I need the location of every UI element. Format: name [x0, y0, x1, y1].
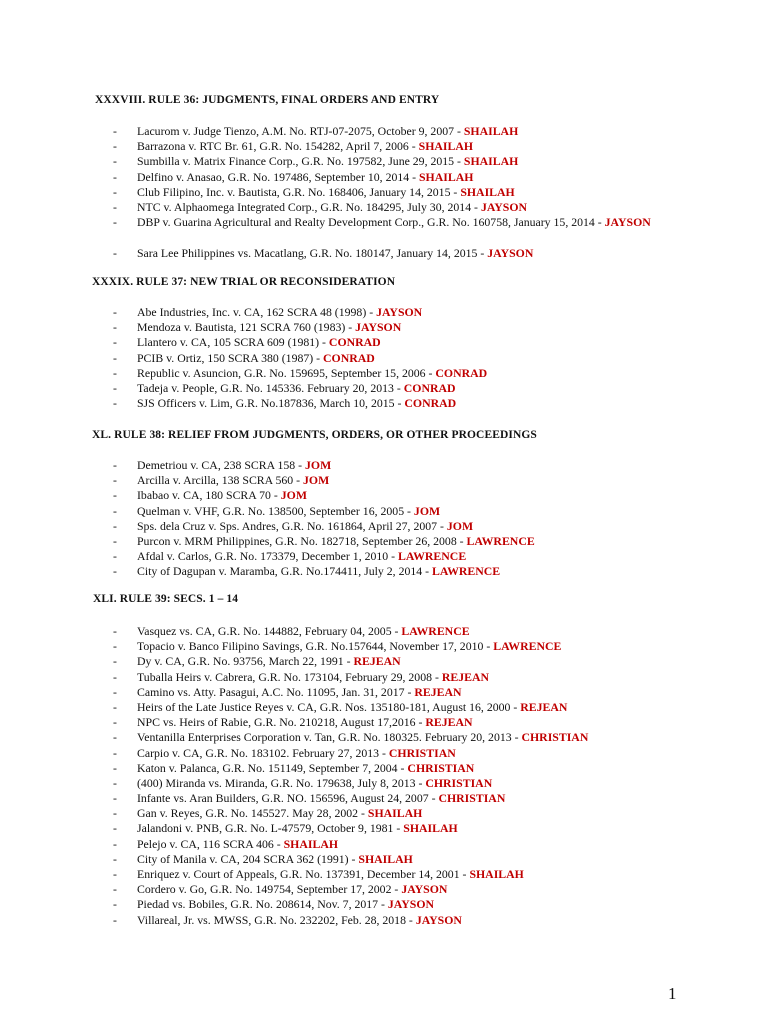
assignee-name: CHRISTIAN	[521, 730, 589, 745]
case-entry	[137, 776, 492, 791]
list-dash: -	[113, 745, 117, 760]
assignee-name: CONRAD	[435, 365, 488, 380]
assignee-name: JOM	[280, 488, 307, 503]
assignee-name: CONRAD	[403, 380, 456, 395]
assignee-name: SHAILAH	[403, 821, 458, 836]
assignee-name: LAWRENCE	[466, 533, 535, 548]
assignee-name: LAWRENCE	[432, 564, 501, 579]
case-citation: Topacio v. Banco Filipino Savings, G.R. No.157644, November 17, 2010 -	[137, 639, 494, 654]
list-dash: -	[113, 320, 117, 335]
assignee-name: JAYSON	[415, 912, 462, 927]
case-citation: SJS Officers v. Lim, G.R. No.187836, March 10, 2015 -	[137, 396, 405, 411]
list-dash: -	[113, 851, 117, 866]
case-citation: NPC vs. Heirs of Rabie, G.R. No. 210218, August 17,2016 -	[137, 715, 426, 730]
assignee-name: SHAILAH	[367, 806, 423, 821]
case-entry	[137, 504, 440, 519]
assignee-name: JOM	[305, 458, 332, 472]
case-entry	[137, 246, 533, 261]
assignee-name: REJEAN	[520, 699, 568, 714]
case-entry	[137, 458, 331, 473]
list-dash: -	[113, 806, 117, 821]
case-citation: Lacurom v. Judge Tienzo, A.M. No. RTJ-07-2075, October 9, 2007 -	[137, 124, 464, 138]
case-entry	[137, 473, 329, 488]
assignee-name: LAWRENCE	[398, 549, 467, 564]
list-dash: -	[113, 897, 117, 912]
list-dash: -	[113, 396, 117, 411]
list-dash: -	[113, 882, 117, 897]
case-citation: Quelman v. VHF, G.R. No. 138500, September 16, 2005 -	[137, 503, 414, 518]
section-heading-rule-36: XXXVIII. RULE 36: JUDGMENTS, FINAL ORDERS AND ENTRY	[95, 94, 440, 106]
list-dash: -	[113, 715, 117, 730]
assignee-name: CHRISTIAN	[407, 760, 475, 775]
case-citation: Ibabao v. CA, 180 SCRA 70 -	[137, 488, 281, 503]
list-dash: -	[113, 821, 117, 836]
case-citation: Pelejo v. CA, 116 SCRA 406 -	[137, 836, 284, 851]
case-citation: Dy v. CA, G.R. No. 93756, March 22, 1991 -	[137, 654, 354, 669]
case-citation: Sara Lee Philippines vs. Macatlang, G.R. No. 180147, January 14, 2015 -	[137, 245, 488, 260]
case-citation: Demetriou v. CA, 238 SCRA 158 -	[137, 458, 305, 472]
assignee-name: SHAILAH	[419, 169, 474, 184]
list-dash: -	[113, 564, 117, 579]
case-entry	[137, 761, 474, 776]
case-entry	[137, 791, 505, 806]
list-dash: -	[113, 912, 117, 927]
case-entry	[137, 821, 458, 836]
assignee-name: CONRAD	[323, 350, 375, 365]
assignee-name: JOM	[303, 473, 330, 488]
case-entry	[137, 170, 473, 185]
case-citation: Llantero v. CA, 105 SCRA 609 (1981) -	[137, 335, 329, 350]
list-dash: -	[113, 654, 117, 669]
case-entry	[137, 396, 456, 411]
list-dash: -	[113, 639, 117, 654]
list-dash: -	[113, 184, 117, 199]
case-entry	[137, 837, 338, 852]
section-heading-rule-39: XLI. RULE 39: SECS. 1 – 14	[93, 593, 239, 605]
assignee-name: SHAILAH	[283, 836, 339, 851]
case-citation: Sps. dela Cruz v. Sps. Andres, G.R. No. 161864, April 27, 2007 -	[137, 518, 447, 533]
list-dash: -	[113, 458, 117, 472]
case-entry	[137, 715, 473, 730]
case-citation: Infante vs. Aran Builders, G.R. NO. 156596, August 24, 2007 -	[137, 791, 439, 806]
assignee-name: SHAILAH	[463, 154, 519, 169]
page-number: 1	[668, 984, 677, 1003]
case-entry	[137, 320, 401, 335]
assignee-name: JOM	[413, 503, 441, 518]
case-entry	[137, 215, 677, 230]
list-dash: -	[113, 380, 117, 395]
section-heading-rule-38: XL. RULE 38: RELIEF FROM JUDGMENTS, ORDERS, OR OTHER PROCEEDINGS	[92, 429, 537, 441]
case-citation: Abe Industries, Inc. v. CA, 162 SCRA 48 (1998) -	[137, 305, 377, 319]
list-dash: -	[113, 215, 117, 230]
case-entry	[137, 335, 381, 350]
case-citation: Jalandoni v. PNB, G.R. No. L-47579, October 9, 1981 -	[137, 821, 404, 836]
list-dash: -	[113, 867, 117, 881]
list-dash: -	[113, 730, 117, 745]
assignee-name: REJEAN	[441, 669, 490, 684]
list-dash: -	[113, 169, 117, 184]
case-entry	[137, 700, 567, 715]
case-citation: Cordero v. Go, G.R. No. 149754, September 17, 2002 -	[137, 882, 402, 897]
case-entry	[137, 882, 447, 897]
list-dash: -	[113, 624, 117, 638]
case-citation: Mendoza v. Bautista, 121 SCRA 760 (1983) -	[137, 320, 356, 335]
case-entry	[137, 730, 588, 745]
list-dash: -	[113, 365, 117, 380]
case-entry	[137, 654, 401, 669]
assignee-name: JAYSON	[401, 882, 448, 897]
case-citation: Sumbilla v. Matrix Finance Corp., G.R. No. 197582, June 29, 2015 -	[137, 154, 464, 169]
list-dash: -	[113, 473, 117, 488]
list-dash: -	[113, 139, 117, 154]
case-entry	[137, 897, 434, 912]
list-dash: -	[113, 760, 117, 775]
assignee-name: CHRISTIAN	[438, 791, 506, 806]
case-entry	[137, 488, 307, 503]
case-citation: City of Dagupan v. Maramba, G.R. No.174411, July 2, 2014 -	[137, 564, 432, 579]
case-entry	[137, 534, 535, 549]
case-entry	[137, 200, 527, 215]
case-entry	[137, 185, 515, 200]
assignee-name: SHAILAH	[418, 139, 474, 154]
case-citation: Purcon v. MRM Philippines, G.R. No. 182718, September 26, 2008 -	[137, 533, 467, 548]
assignee-name: SHAILAH	[358, 851, 413, 866]
case-citation: Barrazona v. RTC Br. 61, G.R. No. 154282, April 7, 2006 -	[137, 139, 419, 154]
case-entry	[137, 624, 470, 639]
assignee-name: CHRISTIAN	[388, 745, 456, 760]
case-citation: Republic v. Asuncion, G.R. No. 159695, September 15, 2006 -	[137, 365, 436, 380]
case-citation: Delfino v. Anasao, G.R. No. 197486, September 10, 2014 -	[137, 169, 419, 184]
case-entry	[137, 913, 462, 928]
list-dash: -	[113, 775, 117, 790]
assignee-name: JAYSON	[387, 897, 435, 912]
case-entry	[137, 549, 466, 564]
case-entry	[137, 639, 561, 654]
case-entry	[137, 351, 375, 366]
list-dash: -	[113, 518, 117, 533]
list-dash: -	[113, 488, 117, 503]
assignee-name: CHRISTIAN	[425, 775, 493, 790]
case-entry	[137, 305, 422, 320]
assignee-name: JAYSON	[604, 215, 651, 230]
case-entry	[137, 124, 518, 139]
list-dash: -	[113, 245, 117, 260]
case-entry	[137, 381, 456, 396]
case-citation: Katon v. Palanca, G.R. No. 151149, September 7, 2004 -	[137, 760, 408, 775]
case-citation: Villareal, Jr. vs. MWSS, G.R. No. 232202, Feb. 28, 2018 -	[137, 912, 416, 927]
case-citation: Gan v. Reyes, G.R. No. 145527. May 28, 2002 -	[137, 806, 368, 821]
case-citation: Ventanilla Enterprises Corporation v. Tan, G.R. No. 180325. February 20, 2013 -	[137, 730, 522, 745]
section-heading-rule-37: XXXIX. RULE 37: NEW TRIAL OR RECONSIDERATION	[92, 276, 396, 288]
assignee-name: SHAILAH	[463, 124, 519, 138]
case-citation: Enriquez v. Court of Appeals, G.R. No. 137391, December 14, 2001 -	[137, 867, 470, 881]
list-dash: -	[113, 154, 117, 169]
assignee-name: REJEAN	[414, 684, 462, 699]
case-citation: Camino vs. Atty. Pasagui, A.C. No. 11095, Jan. 31, 2017 -	[137, 684, 415, 699]
case-entry	[137, 867, 524, 882]
case-citation: PCIB v. Ortiz, 150 SCRA 380 (1987) -	[137, 350, 324, 365]
case-citation: Tadeja v. People, G.R. No. 145336. February 20, 2013 -	[137, 380, 404, 395]
list-dash: -	[113, 836, 117, 851]
list-dash: -	[113, 791, 117, 806]
assignee-name: REJEAN	[353, 654, 401, 669]
assignee-name: LAWRENCE	[401, 624, 470, 638]
assignee-name: LAWRENCE	[493, 639, 562, 654]
list-dash: -	[113, 503, 117, 518]
list-dash: -	[113, 699, 117, 714]
case-entry	[137, 519, 473, 534]
list-dash: -	[113, 350, 117, 365]
assignee-name: JAYSON	[487, 245, 534, 260]
case-entry	[137, 685, 462, 700]
case-citation: (400) Miranda vs. Miranda, G.R. No. 179638, July 8, 2013 -	[137, 775, 426, 790]
list-dash: -	[113, 335, 117, 350]
list-dash: -	[113, 199, 117, 214]
case-citation: City of Manila v. CA, 204 SCRA 362 (1991) -	[137, 851, 359, 866]
case-citation: Heirs of the Late Justice Reyes v. CA, G.R. Nos. 135180-181, August 16, 2000 -	[137, 699, 521, 714]
list-dash: -	[113, 549, 117, 564]
case-entry	[137, 806, 422, 821]
case-entry	[137, 366, 487, 381]
case-citation: Afdal v. Carlos, G.R. No. 173379, December 1, 2010 -	[137, 549, 399, 564]
assignee-name: JAYSON	[376, 305, 423, 319]
assignee-name: CONRAD	[404, 396, 457, 411]
case-citation: Club Filipino, Inc. v. Bautista, G.R. No. 168406, January 14, 2015 -	[137, 184, 461, 199]
case-citation: DBP v. Guarina Agricultural and Realty Development Corp., G.R. No. 160758, January 15, 2014 -	[137, 215, 605, 230]
list-dash: -	[113, 124, 117, 138]
assignee-name: SHAILAH	[469, 867, 524, 881]
assignee-name: JOM	[446, 518, 474, 533]
assignee-name: REJEAN	[425, 715, 473, 730]
assignee-name: SHAILAH	[460, 184, 515, 199]
case-entry	[137, 139, 473, 154]
case-entry	[137, 564, 500, 579]
case-entry	[137, 670, 489, 685]
list-dash: -	[113, 669, 117, 684]
list-dash: -	[113, 533, 117, 548]
case-citation: Tuballa Heirs v. Cabrera, G.R. No. 173104, February 29, 2008 -	[137, 669, 442, 684]
assignee-name: CONRAD	[328, 335, 381, 350]
case-entry	[137, 852, 413, 867]
list-dash: -	[113, 684, 117, 699]
case-citation: NTC v. Alphaomega Integrated Corp., G.R. No. 184295, July 30, 2014 -	[137, 199, 481, 214]
assignee-name: JAYSON	[355, 320, 402, 335]
case-citation: Piedad vs. Bobiles, G.R. No. 208614, Nov. 7, 2017 -	[137, 897, 388, 912]
case-entry	[137, 154, 518, 169]
list-dash: -	[113, 305, 117, 319]
case-citation: Arcilla v. Arcilla, 138 SCRA 560 -	[137, 473, 304, 488]
assignee-name: JAYSON	[480, 199, 528, 214]
case-citation: Carpio v. CA, G.R. No. 183102. February 27, 2013 -	[137, 745, 389, 760]
case-entry	[137, 746, 456, 761]
case-citation: Vasquez vs. CA, G.R. No. 144882, February 04, 2005 -	[137, 624, 402, 638]
